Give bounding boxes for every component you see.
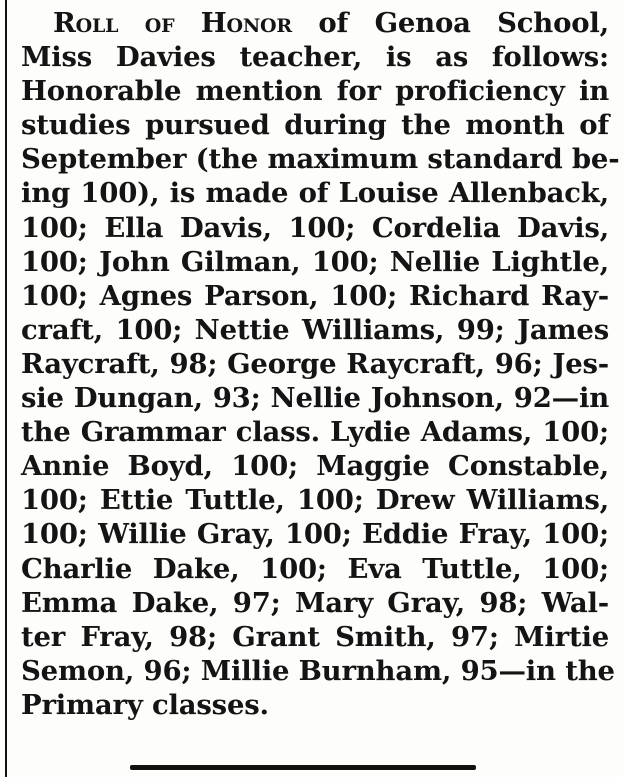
- column-border: [5, 0, 7, 777]
- article-line: Semon, 96; Millie Burnham, 95—in the: [21, 654, 615, 687]
- article-line: 100; John Gilman, 100; Nellie Lightle,: [21, 245, 609, 278]
- article-line: [21, 6, 609, 40]
- article-line: ter Fray, 98; Grant Smith, 97; Mirtie: [21, 620, 609, 653]
- article-line: Primary classes.: [21, 688, 269, 721]
- article-line: September (the maximum standard be-: [21, 143, 620, 176]
- article-line: 100; Ettie Tuttle, 100; Drew Williams,: [21, 484, 609, 517]
- article-line: craft, 100; Nettie Williams, 99; James: [21, 313, 609, 346]
- article-line: 100; Agnes Parson, 100; Richard Ray-: [21, 279, 609, 312]
- article-line: Raycraft, 98; George Raycraft, 96; Jes-: [21, 347, 609, 380]
- article-line: Charlie Dake, 100; Eva Tuttle, 100;: [21, 552, 609, 585]
- article-line-text: of Genoa School,: [292, 7, 609, 39]
- article-line: ing 100), is made of Louise Allenback,: [21, 177, 609, 210]
- roll-of-honor-article: [21, 6, 620, 722]
- article-line: Miss Davies teacher, is as follows:: [21, 41, 609, 74]
- section-divider-rule: [130, 765, 476, 770]
- article-line: studies pursued during the month of: [21, 109, 609, 142]
- article-line: 100; Ella Davis, 100; Cordelia Davis,: [21, 211, 609, 244]
- article-heading: Roll of Honor: [53, 7, 292, 39]
- article-line: Annie Boyd, 100; Maggie Constable,: [21, 450, 609, 483]
- article-line: the Grammar class. Lydie Adams, 100;: [21, 416, 609, 449]
- article-line: Honorable mention for proficiency in: [21, 75, 609, 108]
- article-line: sie Dungan, 93; Nellie Johnson, 92—in: [21, 382, 609, 415]
- article-line: Emma Dake, 97; Mary Gray, 98; Wal-: [21, 586, 609, 619]
- article-line: 100; Willie Gray, 100; Eddie Fray, 100;: [21, 518, 609, 551]
